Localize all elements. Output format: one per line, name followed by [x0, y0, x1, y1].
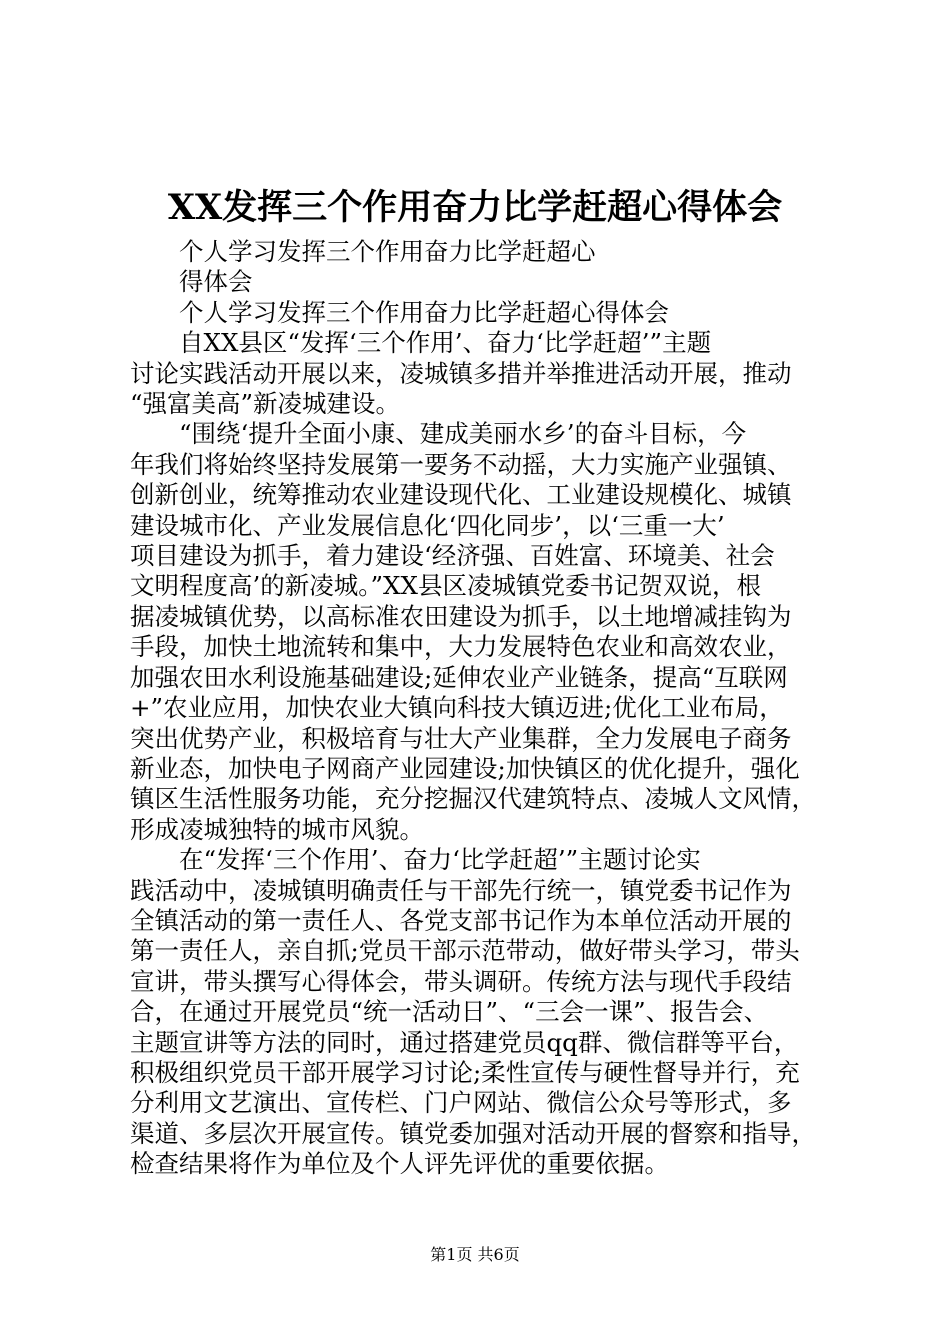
text-line: 镇区生活性服务功能，充分挖掘汉代建筑特点、凌城人文风情， [130, 784, 816, 814]
text-line: 积极组织党员干部开展学习讨论;柔性宣传与硬性督导并行，充 [130, 1057, 800, 1087]
text-line: “围绕‘提升全面小康、建成美丽水乡’的奋斗目标，今 [179, 419, 747, 449]
text-line: 个人学习发挥三个作用奋力比学赶超心 [179, 237, 596, 266]
text-line: 项目建设为抓手，着力建设‘经济强、百姓富、环境美、社会 [130, 541, 775, 571]
text-line: “强富美高”新凌城建设。 [130, 389, 401, 419]
text-line: 据凌城镇优势，以高标准农田建设为抓手，以土地增减挂钩为 [130, 601, 792, 631]
text-line: 建设城市化、产业发展信息化‘四化同步’，以‘三重一大’ [130, 510, 725, 540]
text-line: 年我们将始终坚持发展第一要务不动摇，大力实施产业强镇、 [130, 449, 792, 479]
text-line: 形成凌城独特的城市风貌。 [130, 814, 424, 844]
text-line: +”农业应用，加快农业大镇向科技大镇迈进;优化工业布局， [130, 693, 784, 723]
text-line: 在“发挥‘三个作用’、奋力‘比学赶超’”主题讨论实 [179, 845, 701, 875]
text-line: 全镇活动的第一责任人、各党支部书记作为本单位活动开展的 [130, 905, 792, 935]
text-line: 讨论实践活动开展以来，凌城镇多措并举推进活动开展，推动 [130, 358, 792, 388]
text-line: 主题宣讲等方法的同时，通过搭建党员qq群、微信群等平台， [130, 1027, 799, 1057]
text-line: 践活动中，凌城镇明确责任与干部先行统一，镇党委书记作为 [130, 875, 792, 905]
document-title: XX发挥三个作用奋力比学赶超心得体会 [167, 187, 783, 228]
text-line: 渠道、多层次开展宣传。镇党委加强对活动开展的督察和指导， [130, 1118, 816, 1148]
text-line: 分利用文艺演出、宣传栏、门户网站、微信公众号等形式，多 [130, 1088, 792, 1118]
text-line: 新业态，加快电子网商产业园建设;加快镇区的优化提升，强化 [130, 753, 800, 783]
text-line: 文明程度高’的新凌城。”XX县区凌城镇党委书记贺双说，根 [130, 571, 761, 601]
page-footer: 第1页 共6页 [430, 1245, 520, 1264]
text-line: 加强农田水利设施基础建设;延伸农业产业链条，提高“互联网 [130, 662, 788, 692]
text-line: 检查结果将作为单位及个人评先评优的重要依据。 [130, 1149, 669, 1179]
text-line: 合，在通过开展党员“统一活动日”、“三会一课”、报告会、 [130, 997, 769, 1027]
text-line: 宣讲，带头撰写心得体会，带头调研。传统方法与现代手段结 [130, 966, 792, 996]
text-line: 自XX县区“发挥‘三个作用’、奋力‘比学赶超’”主题 [179, 328, 712, 358]
text-line: 手段，加快土地流转和集中，大力发展特色农业和高效农业， [130, 632, 792, 662]
document-body [130, 237, 835, 1180]
text-line: 个人学习发挥三个作用奋力比学赶超心得体会 [179, 297, 669, 327]
text-line: 第一责任人，亲自抓;党员干部示范带动，做好带头学习，带头 [130, 936, 800, 966]
text-line: 创新创业，统筹推动农业建设现代化、工业建设规模化、城镇 [130, 480, 792, 510]
text-line: 突出优势产业，积极培育与壮大产业集群，全力发展电子商务 [130, 723, 792, 753]
text-line: 得体会 [179, 267, 253, 297]
